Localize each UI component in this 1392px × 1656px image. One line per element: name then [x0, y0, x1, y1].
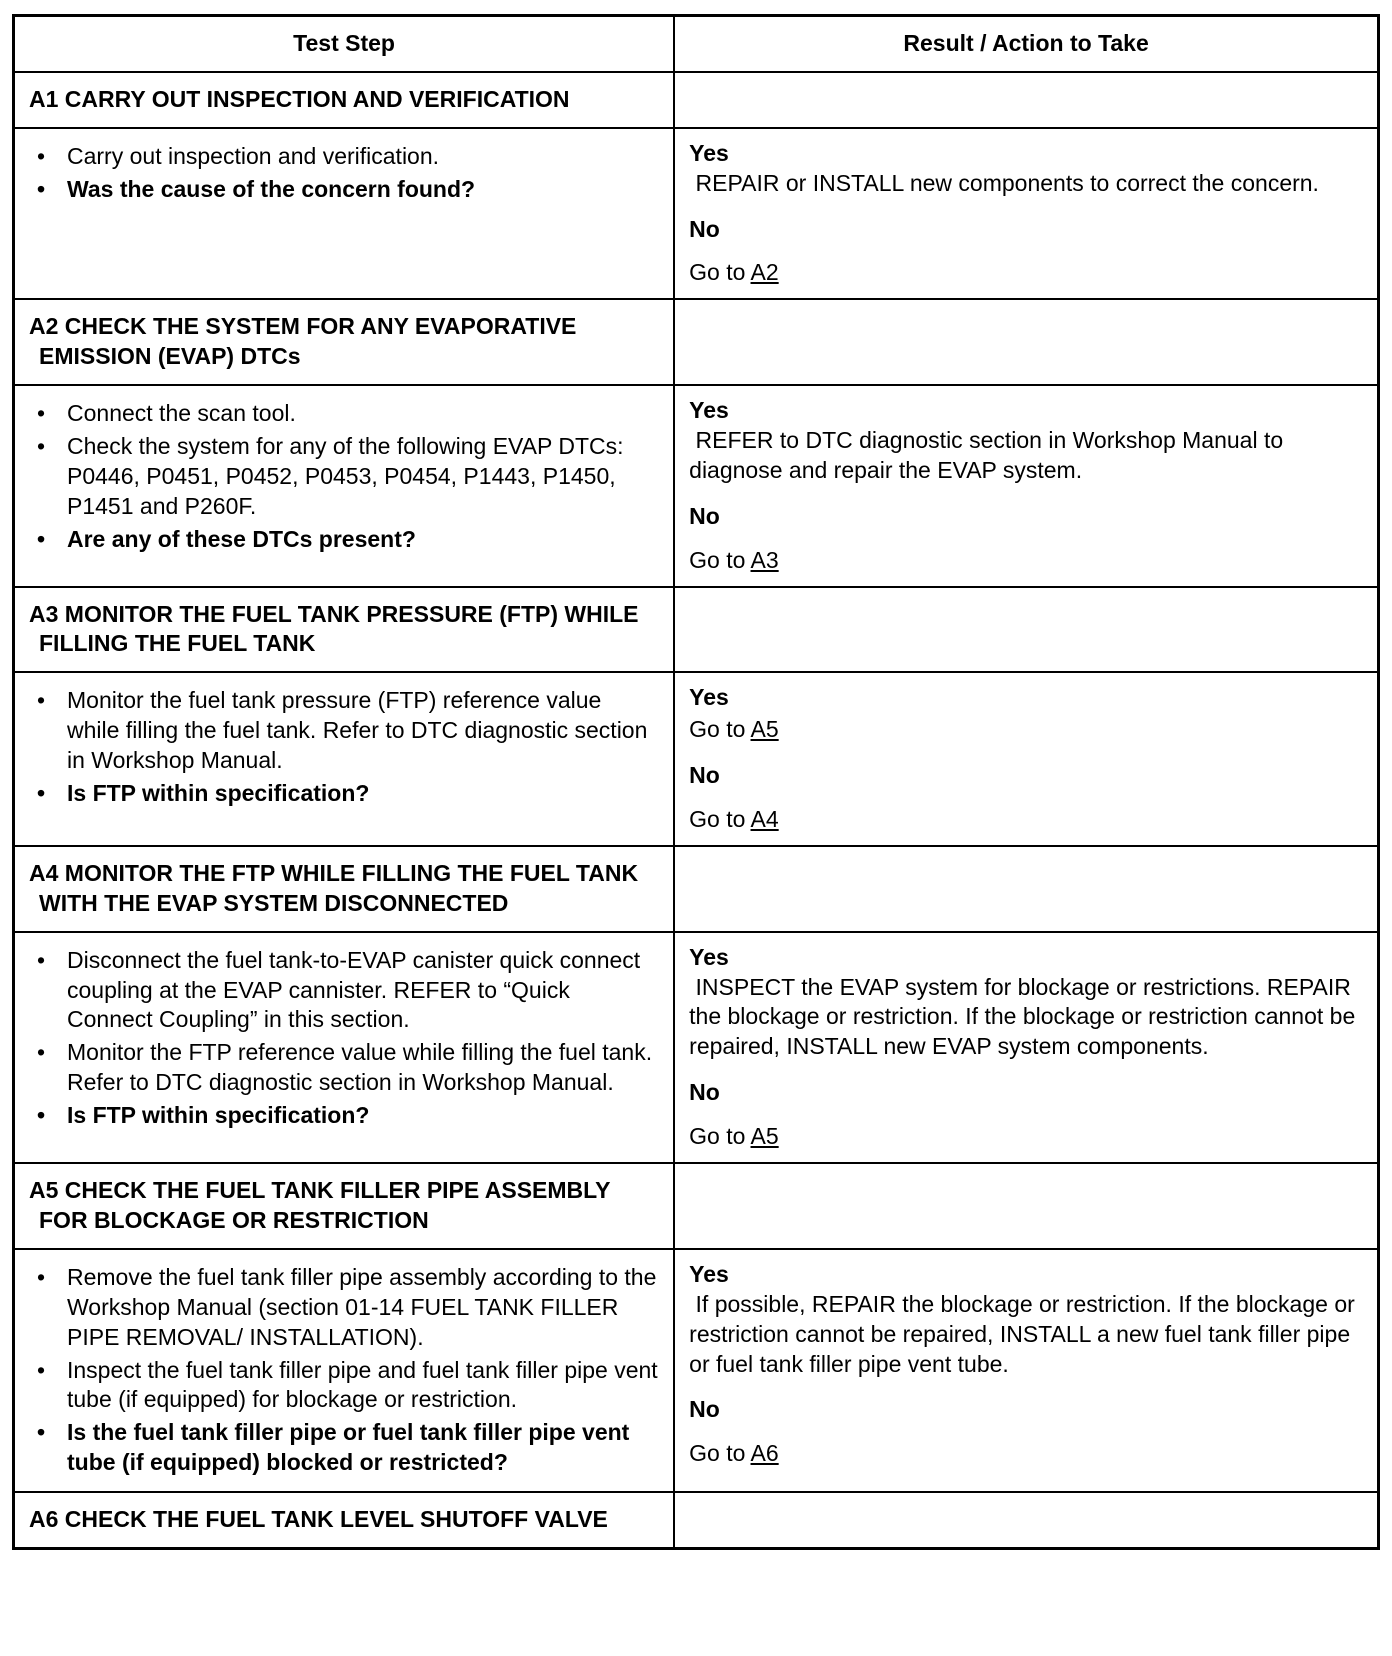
column-header-test-step: Test Step: [14, 16, 675, 72]
column-header-result-action: Result / Action to Take: [674, 16, 1378, 72]
section-title-row-a1: [14, 72, 1379, 128]
goto-link-a5[interactable]: A5: [750, 716, 779, 743]
step-list: [29, 946, 659, 1131]
result-yes-detail: REPAIR or INSTALL new components to correct the concern.: [689, 169, 1319, 196]
section-title-a5: [14, 1163, 675, 1249]
section-title-a3: [14, 587, 675, 673]
result-no-label: No: [689, 215, 720, 242]
step-item: [29, 142, 659, 172]
test-step-cell-a4: [14, 932, 675, 1163]
result-no-label: No: [689, 1396, 720, 1423]
section-title-row-a6: [14, 1492, 1379, 1548]
body-row-a1: [14, 128, 1379, 300]
section-title-a1: [14, 72, 675, 128]
result-cell-a4: [674, 932, 1378, 1163]
step-text: Is FTP within specification?: [67, 780, 370, 807]
section-title-a6: [14, 1492, 675, 1548]
result-yes-label: Yes: [689, 139, 729, 166]
result-no-label: No: [689, 502, 720, 529]
goto-link-a5[interactable]: A5: [750, 1123, 779, 1150]
section-title-row-a2: [14, 299, 1379, 385]
step-item: [29, 1038, 659, 1098]
section-title-text: A2 CHECK THE SYSTEM FOR ANY EVAPORATIVE EMISSION (EVAP) DTCs: [29, 313, 577, 370]
section-title-row-a3: [14, 587, 1379, 673]
step-list: [29, 686, 659, 809]
body-row-a4: [14, 932, 1379, 1163]
result-yes-detail: REFER to DTC diagnostic section in Workshop Manual to diagnose and repair the EVAP system.: [689, 427, 1290, 483]
step-item: [29, 399, 659, 429]
section-title-empty-cell: [674, 72, 1378, 128]
step-text: Monitor the FTP reference value while filling the fuel tank. Refer to DTC diagnostic section in Workshop Manual.: [67, 1039, 653, 1096]
result-yes-label: Yes: [689, 1260, 729, 1287]
goto-prefix: Go to: [689, 716, 751, 743]
goto-line: [689, 715, 1363, 745]
goto-line: [689, 1122, 1363, 1152]
section-title-a4: [14, 846, 675, 932]
result-yes-detail: If possible, REPAIR the blockage or restriction. If the blockage or restriction cannot be repaired, INSTALL a new fuel tank filler pipe or fuel tank filler pipe vent tube.: [689, 1290, 1362, 1377]
test-step-cell-a5: [14, 1249, 675, 1492]
test-step-cell-a2: [14, 385, 675, 586]
step-text: Check the system for any of the following EVAP DTCs: P0446, P0451, P0452, P0453, P0454, P1443, P1450, P1451 and P260F.: [67, 433, 624, 519]
goto-prefix: Go to: [689, 1123, 751, 1150]
section-title-empty-cell: [674, 299, 1378, 385]
result-no-label: No: [689, 762, 720, 789]
section-title-text: A3 MONITOR THE FUEL TANK PRESSURE (FTP) WHILE FILLING THE FUEL TANK: [29, 600, 639, 657]
step-text: Are any of these DTCs present?: [67, 525, 416, 552]
goto-line: [689, 1439, 1363, 1469]
result-yes-label: Yes: [689, 943, 729, 970]
goto-link-a4[interactable]: A4: [750, 806, 779, 833]
column-header-row: [14, 16, 1379, 72]
goto-link-a3[interactable]: A3: [750, 546, 779, 573]
test-step-cell-a1: [14, 128, 675, 300]
step-text: Monitor the fuel tank pressure (FTP) reference value while filling the fuel tank. Refer to DTC diagnostic section in Workshop Manual.: [67, 687, 648, 774]
goto-line: [689, 546, 1363, 576]
result-no-label: No: [689, 1079, 720, 1106]
step-text: Remove the fuel tank filler pipe assembly according to the Workshop Manual (section 01-14 FUEL TANK FILLER PIPE REMOVAL/ INSTALLATION).: [67, 1263, 657, 1350]
step-text: Is the fuel tank filler pipe or fuel tank filler pipe vent tube (if equipped) blocked or restricted?: [67, 1419, 630, 1476]
result-cell-a5: [674, 1249, 1378, 1492]
step-item: [29, 1356, 659, 1416]
step-text: Carry out inspection and verification.: [67, 142, 440, 169]
section-title-row-a5: [14, 1163, 1379, 1249]
step-list: [29, 399, 659, 554]
goto-prefix: Go to: [689, 806, 751, 833]
step-question: [29, 525, 659, 555]
body-row-a3: [14, 672, 1379, 846]
result-cell-a1: [674, 128, 1378, 300]
section-title-a2: [14, 299, 675, 385]
goto-prefix: Go to: [689, 546, 751, 573]
section-title-text: A6 CHECK THE FUEL TANK LEVEL SHUTOFF VALVE: [29, 1506, 608, 1533]
section-title-empty-cell: [674, 587, 1378, 673]
section-title-text: A5 CHECK THE FUEL TANK FILLER PIPE ASSEMBLY FOR BLOCKAGE OR RESTRICTION: [29, 1177, 611, 1233]
section-title-empty-cell: [674, 1163, 1378, 1249]
step-text: Connect the scan tool.: [67, 400, 296, 427]
step-text: Is FTP within specification?: [67, 1102, 370, 1129]
step-item: [29, 432, 659, 522]
step-text: Inspect the fuel tank filler pipe and fuel tank filler pipe vent tube (if equipped) for blockage or restriction.: [67, 1356, 658, 1413]
result-cell-a3: [674, 672, 1378, 846]
step-question: [29, 175, 659, 205]
result-yes-label: Yes: [689, 684, 729, 711]
goto-line: [689, 805, 1363, 835]
goto-link-a6[interactable]: A6: [750, 1440, 779, 1467]
section-title-text: A4 MONITOR THE FTP WHILE FILLING THE FUEL TANK WITH THE EVAP SYSTEM DISCONNECTED: [29, 859, 639, 916]
step-item: [29, 686, 659, 776]
step-text: Disconnect the fuel tank-to-EVAP canister quick connect coupling at the EVAP cannister. REFER to “Quick Connect Coupling” in this section.: [67, 946, 641, 1033]
result-cell-a2: [674, 385, 1378, 586]
step-item: [29, 946, 659, 1036]
step-list: [29, 142, 659, 205]
goto-link-a2[interactable]: A2: [750, 259, 779, 286]
pinpoint-test-table: [12, 14, 1380, 1550]
test-step-cell-a3: [14, 672, 675, 846]
step-item: [29, 1263, 659, 1353]
section-title-row-a4: [14, 846, 1379, 932]
section-title-empty-cell: [674, 1492, 1378, 1548]
goto-line: [689, 258, 1363, 288]
step-question: [29, 1418, 659, 1478]
body-row-a2: [14, 385, 1379, 586]
step-text: Was the cause of the concern found?: [67, 175, 476, 202]
step-question: [29, 1101, 659, 1131]
step-question: [29, 779, 659, 809]
step-list: [29, 1263, 659, 1478]
section-title-text: A1 CARRY OUT INSPECTION AND VERIFICATION: [29, 85, 570, 112]
goto-prefix: Go to: [689, 1440, 751, 1467]
goto-prefix: Go to: [689, 259, 751, 286]
result-yes-detail: INSPECT the EVAP system for blockage or restrictions. REPAIR the blockage or restriction. If the blockage or restriction cannot be repaired, INSTALL new EVAP system components.: [689, 973, 1362, 1060]
body-row-a5: [14, 1249, 1379, 1492]
section-title-empty-cell: [674, 846, 1378, 932]
result-yes-label: Yes: [689, 397, 729, 424]
